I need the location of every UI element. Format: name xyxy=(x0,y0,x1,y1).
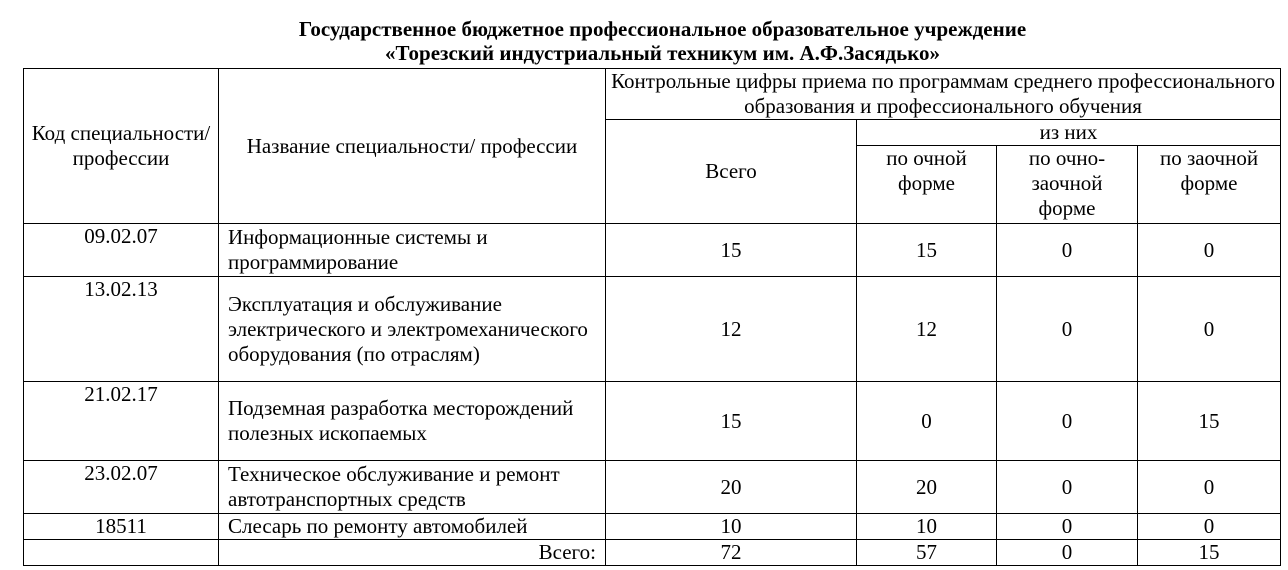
cell-name: Эксплуатация и обслуживание электрического и электромеханического оборудования (по отраслям) xyxy=(219,277,606,382)
totals-total: 72 xyxy=(606,540,857,566)
cell-code: 23.02.07 xyxy=(24,461,219,514)
table-row xyxy=(24,514,1281,540)
cell-full-time: 20 xyxy=(857,461,997,514)
cell-name: Информационные системы и программирование xyxy=(219,224,606,277)
header-name: Название специальности/ профессии xyxy=(219,69,606,224)
table-row xyxy=(24,224,1281,277)
table-row xyxy=(24,277,1281,382)
header-of-them: из них xyxy=(857,120,1281,146)
cell-total: 10 xyxy=(606,514,857,540)
title-line-1: Государственное бюджетное профессиональное образовательное учреждение xyxy=(298,17,1027,41)
admission-plan-table xyxy=(23,68,1281,566)
totals-part-time: 0 xyxy=(997,540,1138,566)
totals-row xyxy=(24,540,1281,566)
document-title xyxy=(0,17,1288,65)
totals-empty-cell xyxy=(24,540,219,566)
cell-distance: 0 xyxy=(1138,224,1281,277)
cell-part-time: 0 xyxy=(997,514,1138,540)
table-row xyxy=(24,382,1281,461)
cell-code: 09.02.07 xyxy=(24,224,219,277)
header-part-time: по очно-заочной форме xyxy=(997,146,1138,224)
cell-full-time: 12 xyxy=(857,277,997,382)
table-row xyxy=(24,461,1281,514)
cell-distance: 0 xyxy=(1138,277,1281,382)
cell-total: 20 xyxy=(606,461,857,514)
cell-full-time: 15 xyxy=(857,224,997,277)
cell-distance: 0 xyxy=(1138,514,1281,540)
cell-total: 15 xyxy=(606,382,857,461)
cell-part-time: 0 xyxy=(997,382,1138,461)
totals-distance: 15 xyxy=(1138,540,1281,566)
cell-full-time: 10 xyxy=(857,514,997,540)
cell-part-time: 0 xyxy=(997,224,1138,277)
totals-full-time: 57 xyxy=(857,540,997,566)
cell-part-time: 0 xyxy=(997,277,1138,382)
header-row-1 xyxy=(24,69,1281,120)
header-full-time: по очной форме xyxy=(857,146,997,224)
header-distance: по заочной форме xyxy=(1138,146,1281,224)
header-code: Код специальности/ профессии xyxy=(24,69,219,224)
cell-code: 18511 xyxy=(24,514,219,540)
cell-name: Техническое обслуживание и ремонт автотранспортных средств xyxy=(219,461,606,514)
header-control-figures: Контрольные цифры приема по программам среднего профессионального образования и профессионального обучения xyxy=(606,69,1281,120)
cell-distance: 0 xyxy=(1138,461,1281,514)
cell-full-time: 0 xyxy=(857,382,997,461)
header-total: Всего xyxy=(606,120,857,224)
cell-code: 13.02.13 xyxy=(24,277,219,382)
cell-total: 12 xyxy=(606,277,857,382)
cell-total: 15 xyxy=(606,224,857,277)
title-line-2: «Торезский индустриальный техникум им. А.Ф.Засядько» xyxy=(384,41,941,65)
cell-name: Подземная разработка месторождений полезных ископаемых xyxy=(219,382,606,461)
cell-name: Слесарь по ремонту автомобилей xyxy=(219,514,606,540)
cell-part-time: 0 xyxy=(997,461,1138,514)
totals-label: Всего: xyxy=(219,540,606,566)
cell-distance: 15 xyxy=(1138,382,1281,461)
cell-code: 21.02.17 xyxy=(24,382,219,461)
